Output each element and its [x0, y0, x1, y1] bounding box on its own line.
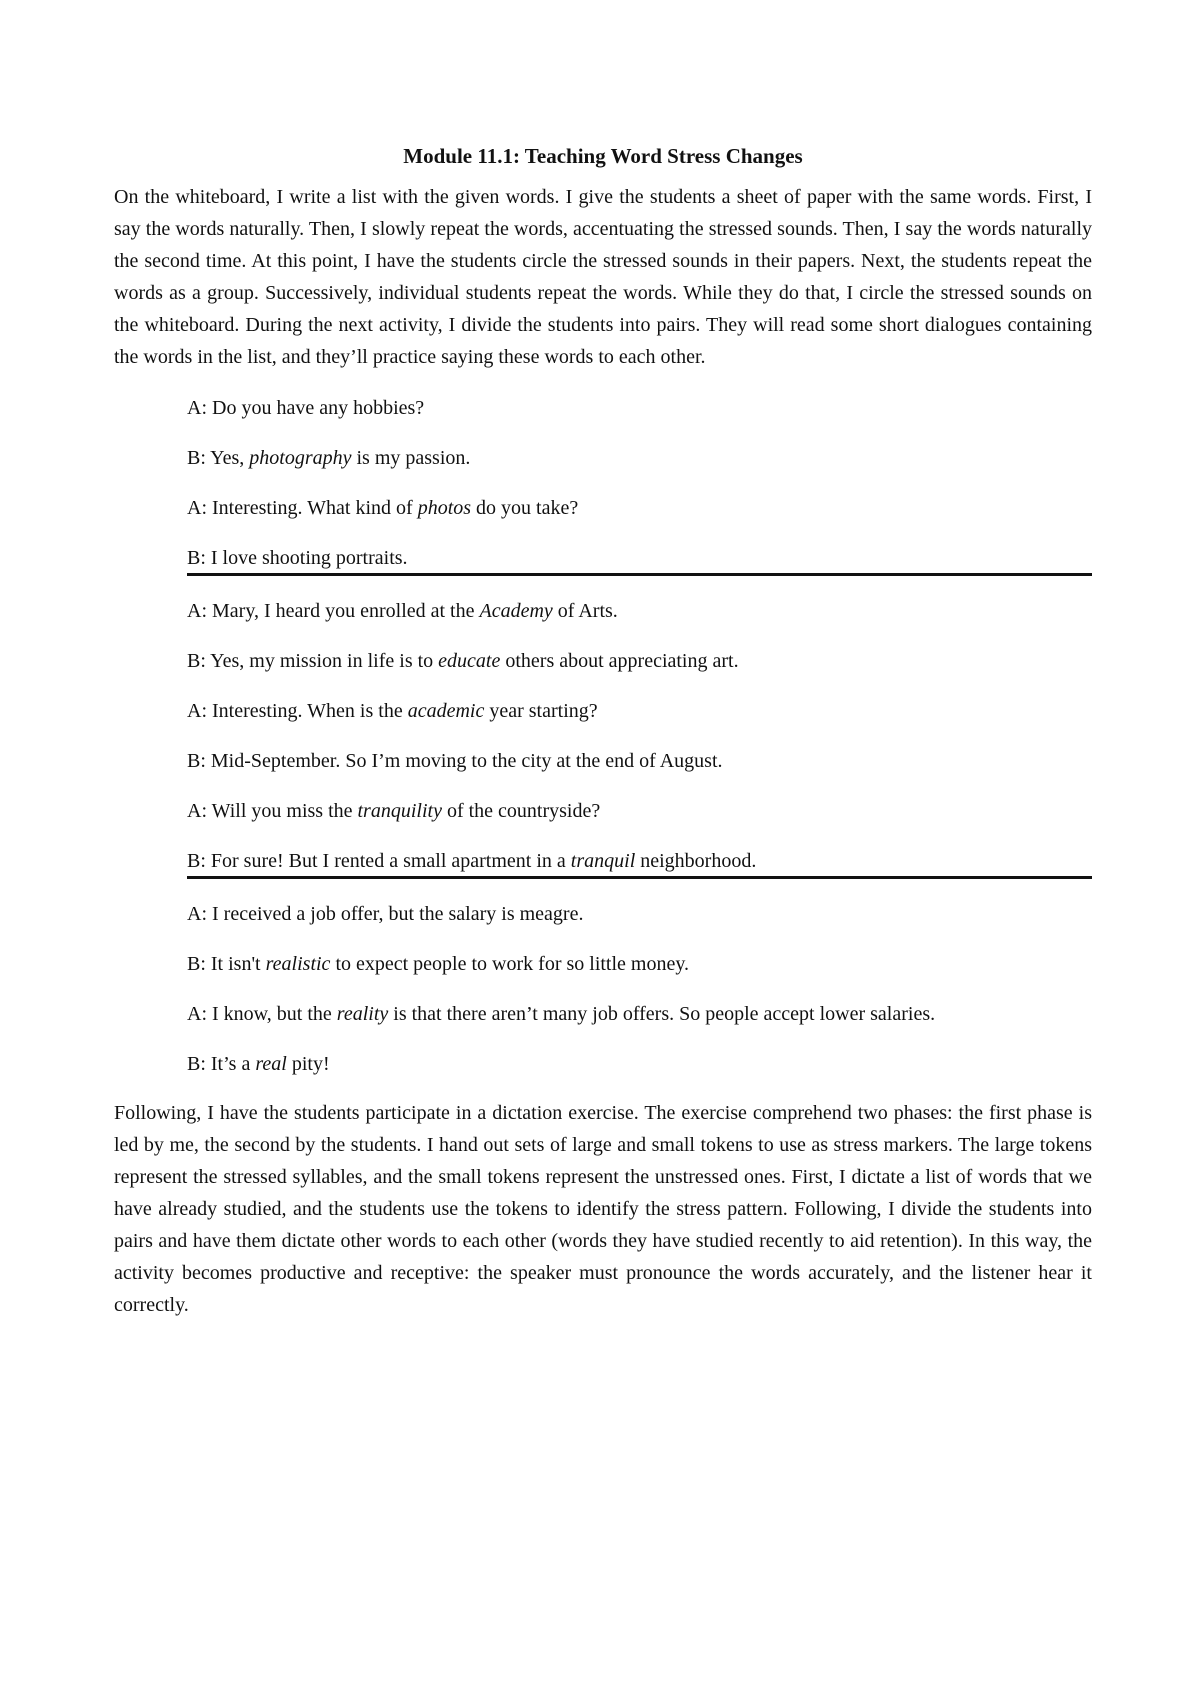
dialogue-line: B: Yes, my mission in life is to educate others about appreciating art.	[187, 650, 739, 672]
dialogue-block-2	[114, 596, 1092, 876]
dialogue-line: B: I love shooting portraits.	[187, 547, 408, 569]
dialogue-block-1	[114, 393, 1092, 573]
closing-paragraph: Following, I have the students participate in a dictation exercise. The exercise comprehend two phases: the first phase is led by me, the second by the students. I hand out sets of large and small tokens to use as stress markers. The large tokens represent the stressed syllables, and the small tokens represent the unstressed ones. First, I dictate a list of words that we have already studied, and the students use the tokens to identify the stress pattern. Following, I divide the students into pairs and have them dictate other words to each other (words they have studied recently to aid retention). In this way, the activity becomes productive and receptive: the speaker must pronounce the words accurately, and the listener hear it correctly.	[114, 1102, 1092, 1316]
section-divider	[187, 573, 1092, 576]
dialogue-line: A: Interesting. What kind of photos do you take?	[187, 497, 579, 519]
dialogue-line: B: For sure! But I rented a small apartment in a tranquil neighborhood.	[187, 850, 757, 872]
dialogue-line: A: Mary, I heard you enrolled at the Academy of Arts.	[187, 600, 618, 622]
dialogue-block-3	[114, 899, 1092, 1079]
section-divider	[187, 876, 1092, 879]
dialogue-line: A: Will you miss the tranquility of the countryside?	[187, 800, 601, 822]
dialogue-line: B: Yes, photography is my passion.	[187, 447, 471, 469]
dialogue-line: B: It’s a real pity!	[187, 1053, 330, 1075]
page-title: Module 11.1: Teaching Word Stress Changes	[403, 144, 803, 168]
dialogue-line: A: I know, but the reality is that there aren’t many job offers. So people accept lower salaries.	[187, 1003, 936, 1025]
intro-paragraph: On the whiteboard, I write a list with the given words. I give the students a sheet of paper with the same words. First, I say the words naturally. Then, I slowly repeat the words, accentuating the stressed sounds. Then, I say the words naturally the second time. At this point, I have the students circle the stressed sounds in their papers. Next, the students repeat the words as a group. Successively, individual students repeat the words. While they do that, I circle the stressed sounds on the whiteboard. During the next activity, I divide the students into pairs. They will read some short dialogues containing the words in the list, and they’ll practice saying these words to each other.	[114, 186, 1092, 368]
dialogue-line: A: Interesting. When is the academic year starting?	[187, 700, 598, 722]
dialogues	[114, 393, 1092, 1079]
dialogue-line: A: I received a job offer, but the salary is meagre.	[187, 903, 584, 925]
dialogue-line: B: It isn't realistic to expect people to work for so little money.	[187, 953, 690, 975]
dialogue-line: B: Mid-September. So I’m moving to the city at the end of August.	[187, 750, 723, 772]
dialogue-line: A: Do you have any hobbies?	[187, 397, 425, 419]
